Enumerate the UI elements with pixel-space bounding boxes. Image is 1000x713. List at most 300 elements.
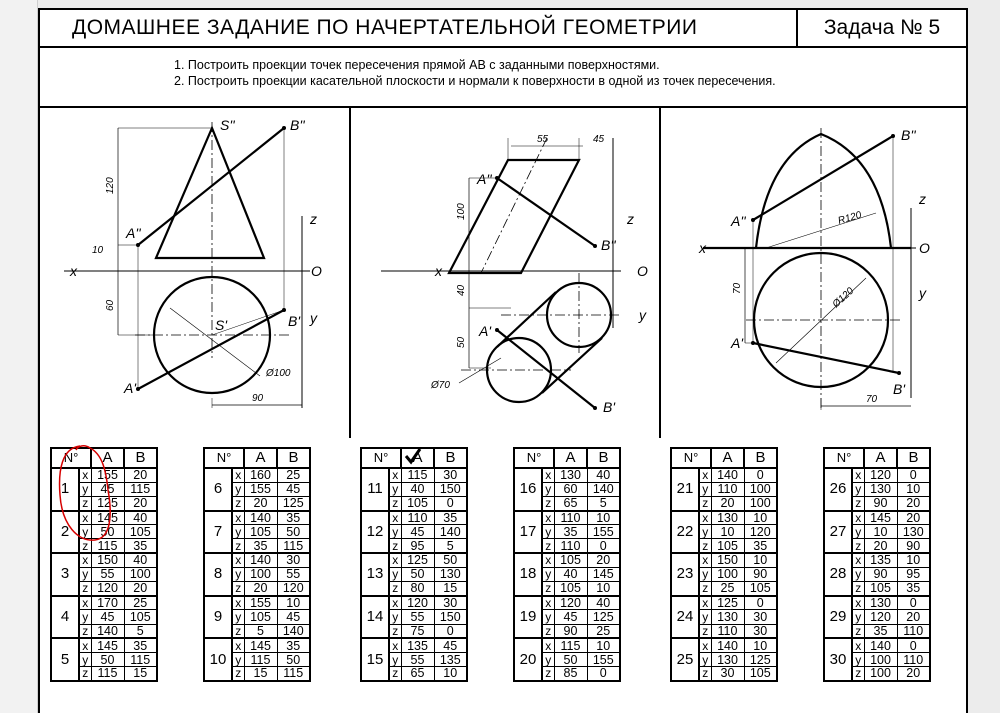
value-b: 35	[277, 638, 310, 652]
value-b: 50	[277, 525, 310, 539]
value-a: 135	[401, 638, 434, 652]
variant-number: 4	[51, 596, 79, 639]
label-a2: A''	[477, 171, 492, 187]
value-b: 40	[587, 596, 620, 610]
variant-table	[823, 447, 931, 682]
variant-number: 13	[361, 553, 389, 596]
value-a: 150	[91, 553, 124, 567]
axis-label: z	[389, 624, 401, 638]
table-row	[671, 511, 777, 525]
point-b1	[593, 406, 597, 410]
axis-label: y	[232, 525, 244, 539]
label-s1: S'	[215, 317, 228, 333]
value-a: 115	[244, 652, 277, 666]
dim-dia-70: Ø70	[431, 380, 450, 391]
table-row	[51, 596, 157, 610]
header-b: B	[897, 448, 930, 468]
value-a: 160	[244, 468, 277, 482]
variant-number: 21	[671, 468, 699, 511]
value-b: 10	[744, 553, 777, 567]
value-a: 45	[554, 610, 587, 624]
dim-40: 40	[456, 284, 467, 296]
axis-label: z	[852, 624, 864, 638]
dim-90: 90	[252, 393, 264, 404]
variant-number: 30	[824, 638, 852, 681]
variant-number: 8	[204, 553, 232, 596]
variant-number: 27	[824, 511, 852, 554]
variant-table	[513, 447, 621, 682]
value-a: 100	[864, 667, 897, 681]
value-a: 105	[711, 539, 744, 553]
axis-label: y	[232, 610, 244, 624]
value-a: 125	[711, 596, 744, 610]
label-a1: A'	[479, 323, 492, 339]
axis-label: x	[852, 638, 864, 652]
value-a: 5	[244, 624, 277, 638]
dim-dia-120: Ø120	[830, 285, 857, 311]
axis-label: x	[389, 468, 401, 482]
value-a: 20	[711, 496, 744, 510]
axis-label: y	[542, 610, 554, 624]
table-row	[204, 468, 310, 482]
table-row	[204, 553, 310, 567]
value-a: 25	[711, 582, 744, 596]
label-b2: B''	[601, 237, 616, 253]
value-b: 50	[434, 553, 467, 567]
hemisphere-front-view	[756, 134, 891, 248]
value-a: 145	[91, 638, 124, 652]
table-row	[204, 638, 310, 652]
dim-100: 100	[456, 203, 467, 220]
dia-leader	[459, 358, 501, 383]
variant-number: 25	[671, 638, 699, 681]
variant-number: 17	[514, 511, 542, 554]
value-a: 50	[554, 652, 587, 666]
variant-number: 1	[51, 468, 79, 511]
axis-label: y	[852, 652, 864, 666]
value-b: 0	[897, 638, 930, 652]
axis-label: z	[389, 667, 401, 681]
value-b: 110	[897, 624, 930, 638]
dim-70-bottom: 70	[866, 394, 878, 405]
axis-label: z	[232, 582, 244, 596]
table-row	[51, 553, 157, 567]
value-b: 100	[124, 567, 157, 581]
value-b: 40	[124, 511, 157, 525]
value-a: 40	[554, 567, 587, 581]
value-a: 115	[91, 539, 124, 553]
header-b: B	[124, 448, 157, 468]
value-a: 135	[864, 553, 897, 567]
value-b: 20	[587, 553, 620, 567]
axis-label: z	[699, 624, 711, 638]
table-row	[824, 596, 930, 610]
value-a: 55	[401, 652, 434, 666]
value-a: 105	[401, 496, 434, 510]
value-a: 65	[401, 667, 434, 681]
value-b: 0	[434, 496, 467, 510]
axis-label: y	[542, 567, 554, 581]
value-b: 35	[124, 638, 157, 652]
axis-label: z	[699, 539, 711, 553]
header-a: A	[91, 448, 124, 468]
table-row	[514, 511, 620, 525]
axis-label: z	[79, 582, 91, 596]
value-b: 10	[434, 667, 467, 681]
value-a: 130	[711, 652, 744, 666]
label-z: z	[310, 211, 317, 227]
variant-number: 28	[824, 553, 852, 596]
value-b: 20	[124, 496, 157, 510]
dim-60: 60	[105, 299, 116, 311]
axis-label: y	[542, 482, 554, 496]
value-a: 110	[711, 482, 744, 496]
left-gutter	[0, 0, 38, 713]
value-b: 20	[897, 511, 930, 525]
value-b: 130	[434, 567, 467, 581]
value-b: 0	[744, 468, 777, 482]
axis-label: z	[232, 539, 244, 553]
value-a: 85	[554, 667, 587, 681]
axis-label: x	[389, 553, 401, 567]
value-b: 125	[744, 652, 777, 666]
axis-label: z	[232, 496, 244, 510]
label-x: x	[699, 240, 706, 256]
value-b: 25	[124, 596, 157, 610]
axis-label: x	[699, 468, 711, 482]
label-y: y	[310, 310, 317, 326]
value-b: 150	[434, 610, 467, 624]
point-a2	[136, 243, 140, 247]
axis-label: x	[389, 638, 401, 652]
variant-table-grid	[203, 447, 311, 682]
value-a: 45	[91, 610, 124, 624]
dim-r120: R120	[836, 209, 863, 227]
dim-dia-100: Ø100	[266, 368, 291, 379]
variant-table	[670, 447, 778, 682]
label-y: y	[639, 307, 646, 323]
axis-label: y	[852, 482, 864, 496]
axis-label: y	[389, 652, 401, 666]
axis-label: y	[542, 525, 554, 539]
axis-label: z	[699, 582, 711, 596]
table-row	[824, 638, 930, 652]
header-no: N°	[671, 448, 711, 468]
axis-label: x	[79, 511, 91, 525]
value-a: 110	[711, 624, 744, 638]
header-no: N°	[204, 448, 244, 468]
value-b: 140	[434, 525, 467, 539]
sphere-drawing	[661, 108, 966, 438]
point-a2	[495, 176, 499, 180]
axis-label: y	[699, 652, 711, 666]
value-a: 110	[554, 511, 587, 525]
value-a: 45	[401, 525, 434, 539]
point-b1	[282, 308, 286, 312]
axis-label: z	[232, 624, 244, 638]
value-a: 120	[554, 596, 587, 610]
axis-label: y	[232, 652, 244, 666]
variant-number: 22	[671, 511, 699, 554]
value-a: 20	[864, 539, 897, 553]
axis-label: x	[699, 596, 711, 610]
axis-label: x	[852, 596, 864, 610]
cone-front-view	[156, 128, 264, 258]
table-row	[361, 596, 467, 610]
dim-50: 50	[456, 336, 467, 348]
assignment-sheet	[38, 8, 968, 713]
table-row	[671, 468, 777, 482]
value-a: 100	[711, 567, 744, 581]
variant-table-grid	[513, 447, 621, 682]
axis-label: x	[852, 511, 864, 525]
label-o: O	[311, 263, 322, 279]
table-row	[514, 638, 620, 652]
value-a: 105	[244, 525, 277, 539]
value-b: 105	[124, 525, 157, 539]
value-b: 0	[897, 468, 930, 482]
value-a: 90	[554, 624, 587, 638]
variant-number: 5	[51, 638, 79, 681]
value-b: 30	[744, 624, 777, 638]
axis-label: x	[389, 511, 401, 525]
value-a: 35	[554, 525, 587, 539]
value-b: 10	[744, 638, 777, 652]
value-b: 115	[277, 539, 310, 553]
label-o: O	[637, 263, 648, 279]
axis-label: x	[542, 511, 554, 525]
sheet-title: ДОМАШНЕЕ ЗАДАНИЕ ПО НАЧЕРТАТЕЛЬНОЙ ГЕОМЕТРИИ	[72, 16, 698, 39]
red-highlight-circle	[50, 440, 130, 550]
variant-number: 20	[514, 638, 542, 681]
header-a: A	[864, 448, 897, 468]
value-a: 150	[711, 553, 744, 567]
axis-label: y	[389, 525, 401, 539]
header-no: N°	[514, 448, 554, 468]
point-b1	[897, 371, 901, 375]
axis-label: y	[542, 652, 554, 666]
value-a: 20	[244, 582, 277, 596]
header-a: A	[401, 448, 434, 468]
table-row	[514, 596, 620, 610]
value-a: 90	[864, 496, 897, 510]
value-b: 40	[587, 468, 620, 482]
instruction-line-2: 2. Построить проекции касательной плоскости и нормали к поверхности в одной из точек пересечения.	[174, 74, 776, 88]
value-a: 15	[244, 667, 277, 681]
value-b: 15	[434, 582, 467, 596]
value-a: 130	[711, 511, 744, 525]
axis-label: z	[389, 539, 401, 553]
value-b: 15	[124, 667, 157, 681]
axis-label: y	[232, 482, 244, 496]
value-b: 120	[277, 582, 310, 596]
table-row	[671, 596, 777, 610]
value-a: 120	[91, 582, 124, 596]
label-z: z	[919, 191, 926, 207]
axis-label: x	[232, 511, 244, 525]
table-row	[671, 638, 777, 652]
value-a: 45	[91, 482, 124, 496]
value-b: 10	[277, 596, 310, 610]
value-b: 55	[277, 567, 310, 581]
line-ab-front	[753, 136, 893, 220]
axis-label: y	[852, 567, 864, 581]
dim-55: 55	[537, 134, 549, 145]
value-b: 25	[277, 468, 310, 482]
variant-number: 3	[51, 553, 79, 596]
table-row	[824, 468, 930, 482]
value-a: 105	[864, 582, 897, 596]
value-a: 105	[554, 553, 587, 567]
label-s2: S''	[220, 117, 235, 133]
label-b2: B''	[290, 117, 305, 133]
variant-number: 29	[824, 596, 852, 639]
table-row	[204, 511, 310, 525]
variant-table	[360, 447, 468, 682]
value-b: 35	[277, 511, 310, 525]
axis-label: y	[699, 567, 711, 581]
value-b: 5	[587, 496, 620, 510]
variant-number: 18	[514, 553, 542, 596]
value-b: 90	[744, 567, 777, 581]
dim-70-vertical: 70	[732, 282, 743, 294]
table-row	[361, 553, 467, 567]
axis-label: x	[852, 553, 864, 567]
value-a: 35	[864, 624, 897, 638]
point-b2	[891, 134, 895, 138]
value-b: 155	[587, 652, 620, 666]
axis-label: z	[542, 667, 554, 681]
value-a: 155	[91, 468, 124, 482]
value-b: 35	[744, 539, 777, 553]
axis-label: y	[699, 525, 711, 539]
axis-label: y	[699, 610, 711, 624]
value-a: 140	[864, 638, 897, 652]
line-ab-top	[497, 330, 595, 408]
axis-label: z	[79, 667, 91, 681]
variant-table	[203, 447, 311, 682]
axis-label: z	[542, 539, 554, 553]
value-b: 45	[277, 482, 310, 496]
header-b: B	[587, 448, 620, 468]
variant-table-grid	[360, 447, 468, 682]
axis-label: x	[232, 638, 244, 652]
value-a: 95	[401, 539, 434, 553]
value-a: 120	[864, 468, 897, 482]
axis-label: y	[79, 567, 91, 581]
axis-label: x	[79, 638, 91, 652]
value-a: 30	[711, 667, 744, 681]
value-b: 115	[124, 652, 157, 666]
header-no: N°	[361, 448, 401, 468]
table-row	[51, 638, 157, 652]
axis-label: x	[542, 638, 554, 652]
value-a: 130	[864, 596, 897, 610]
dim-120: 120	[105, 177, 116, 194]
value-a: 10	[864, 525, 897, 539]
value-a: 115	[554, 638, 587, 652]
point-a1	[751, 341, 755, 345]
axis-label: z	[79, 496, 91, 510]
variant-number: 11	[361, 468, 389, 511]
header-a: A	[554, 448, 587, 468]
value-b: 135	[434, 652, 467, 666]
table-row	[824, 511, 930, 525]
value-a: 110	[554, 539, 587, 553]
sheet-header	[40, 10, 966, 48]
value-a: 55	[401, 610, 434, 624]
value-b: 10	[897, 482, 930, 496]
table-row	[671, 553, 777, 567]
value-b: 145	[587, 567, 620, 581]
value-b: 5	[434, 539, 467, 553]
dim-45: 45	[593, 134, 605, 145]
axis-label: z	[389, 582, 401, 596]
table-row	[514, 468, 620, 482]
axis-label: x	[542, 553, 554, 567]
value-a: 130	[864, 482, 897, 496]
value-b: 115	[124, 482, 157, 496]
value-a: 105	[554, 582, 587, 596]
axis-label: y	[389, 482, 401, 496]
label-a2: A''	[126, 225, 141, 241]
axis-label: x	[852, 468, 864, 482]
header-no: N°	[824, 448, 864, 468]
axis-label: x	[699, 553, 711, 567]
value-a: 170	[91, 596, 124, 610]
value-b: 50	[277, 652, 310, 666]
value-b: 155	[587, 525, 620, 539]
value-a: 80	[401, 582, 434, 596]
axis-label: y	[79, 610, 91, 624]
value-b: 20	[124, 468, 157, 482]
axis-label: z	[699, 667, 711, 681]
axis-label: z	[542, 624, 554, 638]
axis-label: x	[79, 468, 91, 482]
value-b: 0	[744, 596, 777, 610]
value-a: 50	[401, 567, 434, 581]
label-a1: A'	[124, 380, 137, 396]
axis-label: z	[542, 496, 554, 510]
value-b: 0	[587, 539, 620, 553]
label-z: z	[627, 211, 634, 227]
value-b: 20	[897, 496, 930, 510]
value-b: 10	[587, 582, 620, 596]
axis-label: z	[852, 496, 864, 510]
axis-label: x	[232, 468, 244, 482]
value-b: 0	[434, 624, 467, 638]
instruction-line-1: 1. Построить проекции точек пересечения прямой АВ с заданными поверхностями.	[174, 58, 660, 72]
axis-label: y	[699, 482, 711, 496]
axis-label: y	[79, 652, 91, 666]
label-b1: B'	[603, 399, 616, 415]
axis-label: z	[389, 496, 401, 510]
value-b: 10	[897, 553, 930, 567]
value-b: 150	[434, 482, 467, 496]
value-a: 140	[711, 468, 744, 482]
axis-label: z	[79, 624, 91, 638]
cylinder-drawing	[351, 108, 659, 438]
header-a: A	[711, 448, 744, 468]
value-a: 10	[711, 525, 744, 539]
value-b: 20	[897, 667, 930, 681]
axis-label: z	[232, 667, 244, 681]
axis-label: y	[79, 525, 91, 539]
value-a: 65	[554, 496, 587, 510]
value-b: 95	[897, 567, 930, 581]
line-ab-front	[138, 128, 284, 245]
axis-label: z	[699, 496, 711, 510]
